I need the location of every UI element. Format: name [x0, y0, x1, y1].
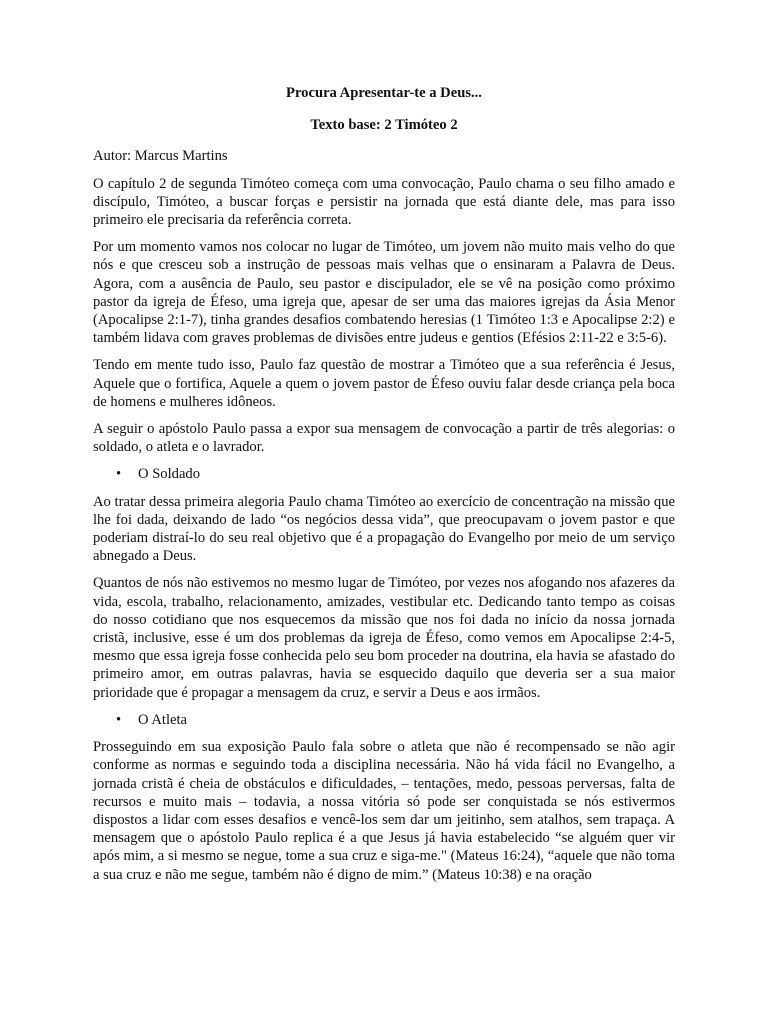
bullet-item-atleta — [93, 711, 675, 729]
bullet-item-soldado — [93, 465, 675, 483]
paragraph: O capítulo 2 de segunda Timóteo começa com uma convocação, Paulo chama o seu filho amado e discípulo, Timóteo, a buscar forças e persistir na jornada que está diante dele, mas para isso primeiro ele precisaria da referência correta. — [93, 175, 675, 229]
bullet-dot-icon: • — [116, 711, 122, 728]
document-page — [93, 84, 675, 884]
bullet-label: O Soldado — [138, 466, 201, 483]
author-line: Autor: Marcus Martins — [93, 148, 228, 165]
paragraph: Por um momento vamos nos colocar no lugar de Timóteo, um jovem não muito mais velho do que nós e que cresceu sob a instrução de pessoas mais velhas que o ensinaram a Palavra de Deus. Agora, com a ausência de Paulo, seu pastor e discipulador, ele se vê na posição como próximo pastor da igreja de Éfeso, uma igreja que, apesar de ser uma das maiores igrejas da Ásia Menor (Apocalipse 2:1-7), tinha grandes desafios combatendo heresias (1 Timóteo 1:3 e Apocalipse 2:2) e também lidava com graves problemas de divisões entre judeus e gentios (Efésios 2:11-22 e 3:5-6). — [93, 239, 675, 347]
paragraph: A seguir o apóstolo Paulo passa a expor sua mensagem de convocação a partir de três alegorias: o soldado, o atleta e o lavrador. — [93, 421, 675, 456]
bullet-dot-icon: • — [116, 466, 122, 483]
paragraph: Prosseguindo em sua exposição Paulo fala sobre o atleta que não é recompensado se não agir conforme as normas e seguindo toda a disciplina necessária. Não há vida fácil no Evangelho, a jornada cristã é cheia de obstáculos e dificuldades, – tentações, medo, pessoas perversas, falta de recursos e muito mais – todavia, a nossa vitória só pode ser conquistada se nós estivermos dispostos a lidar com esses desafios e vencê-los sem dar um jeitinho, sem atalhos, sem trapaça. A mensagem que o apóstolo Paulo replica é a que Jesus já havia estabelecido “se alguém quer vir após mim, a si mesmo se negue, tome a sua cruz e siga-me." (Mateus 16:24), “aquele que não toma a sua cruz e não me segue, também não é digno de mim.” (Mateus 10:38) e na oração — [93, 739, 675, 883]
document-subtitle: Texto base: 2 Timóteo 2 — [310, 117, 458, 134]
bullet-label: O Atleta — [138, 711, 188, 728]
document-title: Procura Apresentar-te a Deus... — [286, 85, 482, 101]
paragraph: Ao tratar dessa primeira alegoria Paulo chama Timóteo ao exercício de concentração na missão que lhe foi dada, deixando de lado “os negócios dessa vida”, que preocupavam o jovem pastor e que poderiam distraí-lo do seu real objetivo que é a propagação do Evangelho por meio de um serviço abnegado a Deus. — [93, 493, 675, 565]
paragraph: Tendo em mente tudo isso, Paulo faz questão de mostrar a Timóteo que a sua referência é Jesus, Aquele que o fortifica, Aquele a quem o jovem pastor de Éfeso ouviu falar desde criança pela boca de homens e mulheres idôneos. — [93, 357, 675, 410]
paragraph: Quantos de nós não estivemos no mesmo lugar de Timóteo, por vezes nos afogando nos afazeres da vida, escola, trabalho, relacionamento, amizades, vestibular etc. Dedicando tanto tempo as coisas do nosso cotidiano que nos esquecemos da missão que nos foi dada no início da nossa jornada cristã, inclusive, esse é um dos problemas da igreja de Éfeso, como vemos em Apocalipse 2:4-5, mesmo que essa igreja fosse conhecida pelo seu bom proceder na doutrina, ela havia se afastado do primeiro amor, em outras palavras, havia se esquecido daquilo que deveria ser a sua maior prioridade que é propagar a mensagem da cruz, e servir a Deus e aos irmãos. — [93, 575, 675, 701]
